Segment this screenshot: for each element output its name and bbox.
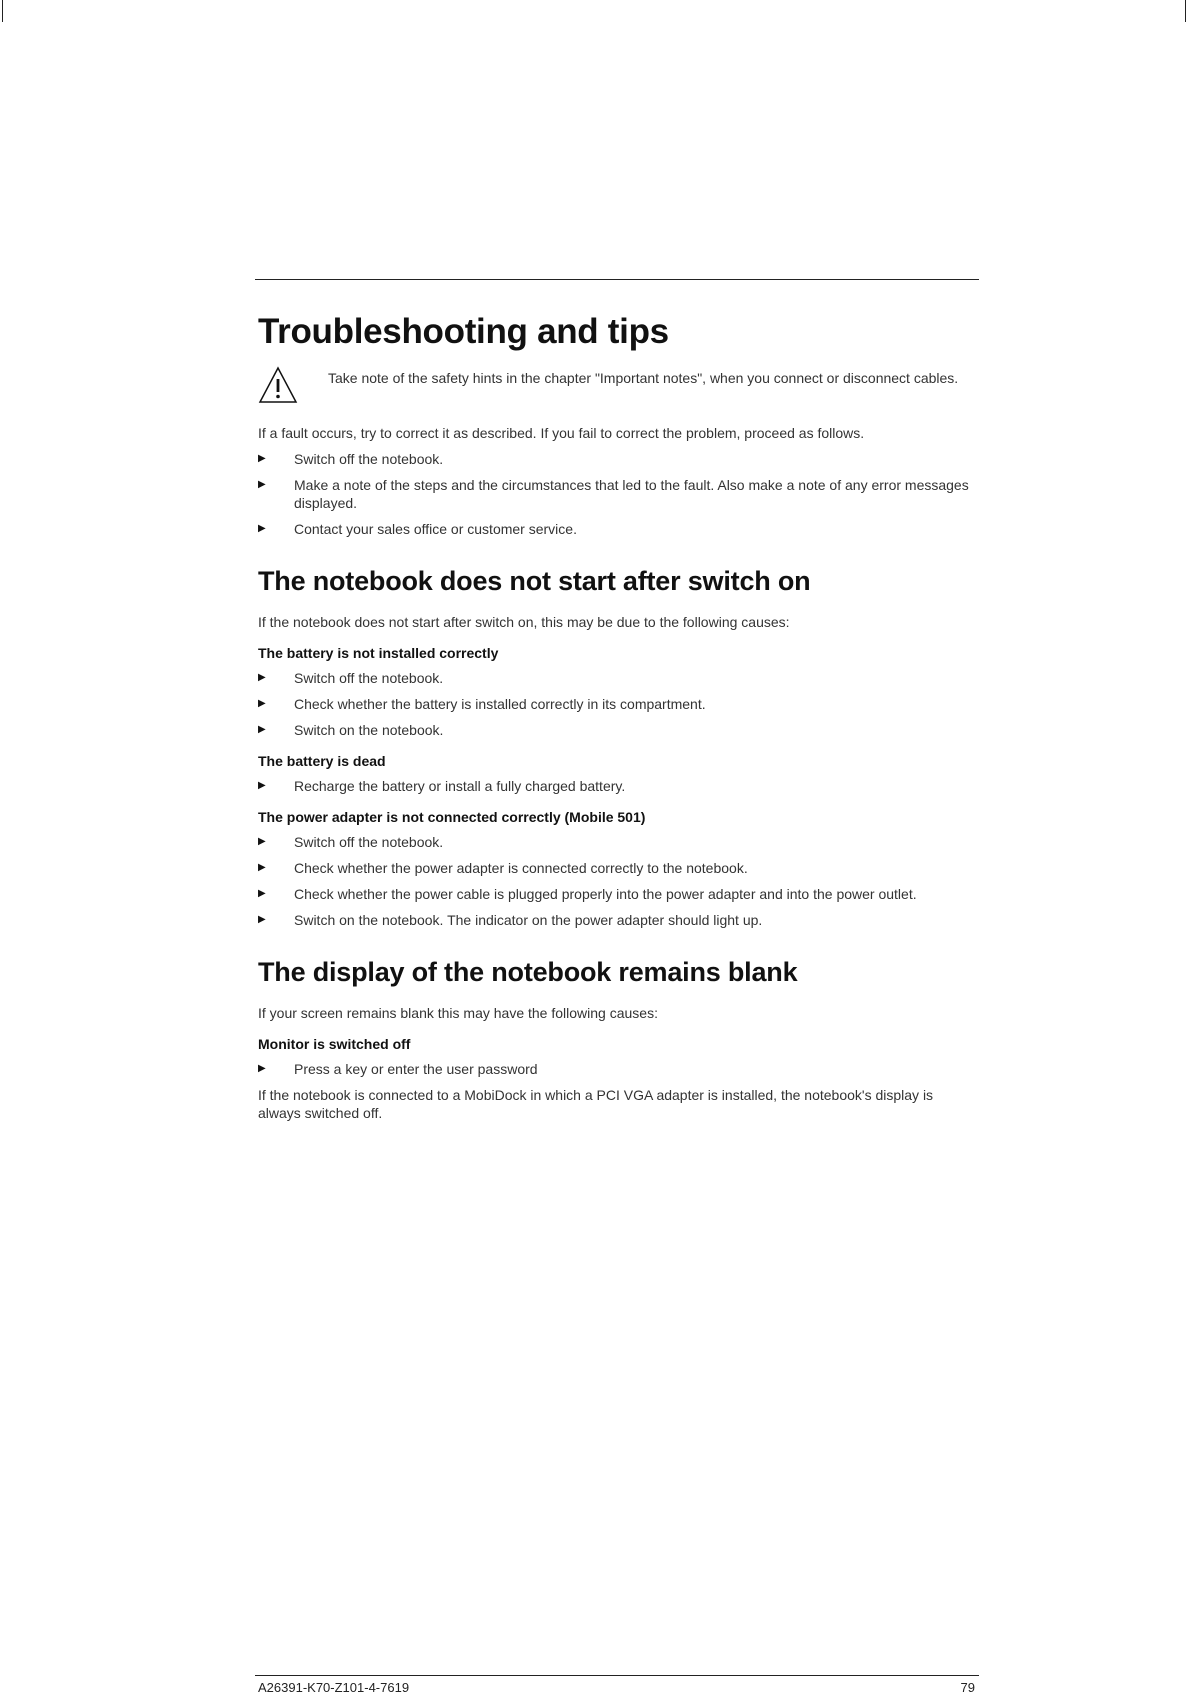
- intro-paragraph: If a fault occurs, try to correct it as described. If you fail to correct the problem, proceed as follows.: [258, 425, 865, 441]
- bullet-arrow-icon: ▶: [258, 453, 266, 464]
- bullet-arrow-icon: ▶: [258, 780, 266, 791]
- list-item: ▶ Switch off the notebook.: [258, 834, 444, 850]
- steps-list: [258, 669, 970, 739]
- cause-heading: The power adapter is not connected correctly (Mobile 501): [258, 809, 646, 825]
- bullet-arrow-icon: ▶: [258, 836, 266, 847]
- steps-list: [258, 833, 970, 929]
- document-code: A26391-K70-Z101-4-7619: [258, 1680, 410, 1695]
- steps-list: [258, 1060, 970, 1078]
- list-item: ▶ Make a note of the steps and the circumstances that led to the fault. Also make a note of any error messages displayed.: [258, 477, 969, 511]
- cause-heading: Monitor is switched off: [258, 1036, 411, 1052]
- section-intro: If the notebook does not start after switch on, this may be due to the following causes:: [258, 614, 790, 630]
- section-intro: If your screen remains blank this may have the following causes:: [258, 1005, 658, 1021]
- bullet-arrow-icon: ▶: [258, 888, 266, 899]
- list-item: ▶ Check whether the power adapter is connected correctly to the notebook.: [258, 860, 748, 876]
- page-number: 79: [960, 1680, 975, 1695]
- bullet-arrow-icon: ▶: [258, 479, 266, 490]
- bullet-arrow-icon: ▶: [258, 672, 266, 683]
- page-content: [258, 312, 970, 1130]
- mobidock-note: If the notebook is connected to a MobiDock in which a PCI VGA adapter is installed, the notebook's display is always switched off.: [258, 1087, 934, 1121]
- bullet-arrow-icon: ▶: [258, 523, 266, 534]
- section-heading-blank-display: The display of the notebook remains blank: [258, 957, 798, 987]
- bullet-arrow-icon: ▶: [258, 862, 266, 873]
- intro-steps-list: [258, 450, 970, 538]
- cause-heading: The battery is not installed correctly: [258, 645, 499, 661]
- section-heading-no-start: The notebook does not start after switch on: [258, 566, 811, 596]
- list-item: ▶ Press a key or enter the user password: [258, 1061, 538, 1077]
- list-item: ▶ Check whether the power cable is plugged properly into the power adapter and into the power outlet.: [258, 886, 917, 902]
- steps-list: [258, 777, 970, 795]
- cause-heading: The battery is dead: [258, 753, 386, 769]
- page-title: Troubleshooting and tips: [258, 312, 669, 351]
- list-item: ▶ Switch on the notebook.: [258, 722, 444, 738]
- bullet-arrow-icon: ▶: [258, 724, 266, 735]
- safety-warning: [258, 366, 970, 404]
- list-item: ▶ Switch off the notebook.: [258, 670, 444, 686]
- page-footer: [258, 1680, 975, 1695]
- list-item: ▶ Recharge the battery or install a fully charged battery.: [258, 778, 626, 794]
- scan-edge-mark: [1185, 0, 1186, 22]
- list-item: ▶ Switch on the notebook. The indicator on the power adapter should light up.: [258, 912, 763, 928]
- scan-edge-mark: [2, 0, 3, 22]
- bullet-arrow-icon: ▶: [258, 1063, 266, 1074]
- list-item: ▶ Switch off the notebook.: [258, 451, 444, 467]
- bullet-arrow-icon: ▶: [258, 914, 266, 925]
- warning-text: Take note of the safety hints in the chapter "Important notes", when you connect or disconnect cables.: [328, 370, 959, 386]
- warning-triangle-icon: [258, 366, 298, 404]
- bullet-arrow-icon: ▶: [258, 698, 266, 709]
- footer-rule: [255, 1675, 979, 1676]
- list-item: ▶ Contact your sales office or customer service.: [258, 521, 577, 537]
- list-item: ▶ Check whether the battery is installed correctly in its compartment.: [258, 696, 706, 712]
- header-rule: [255, 279, 979, 280]
